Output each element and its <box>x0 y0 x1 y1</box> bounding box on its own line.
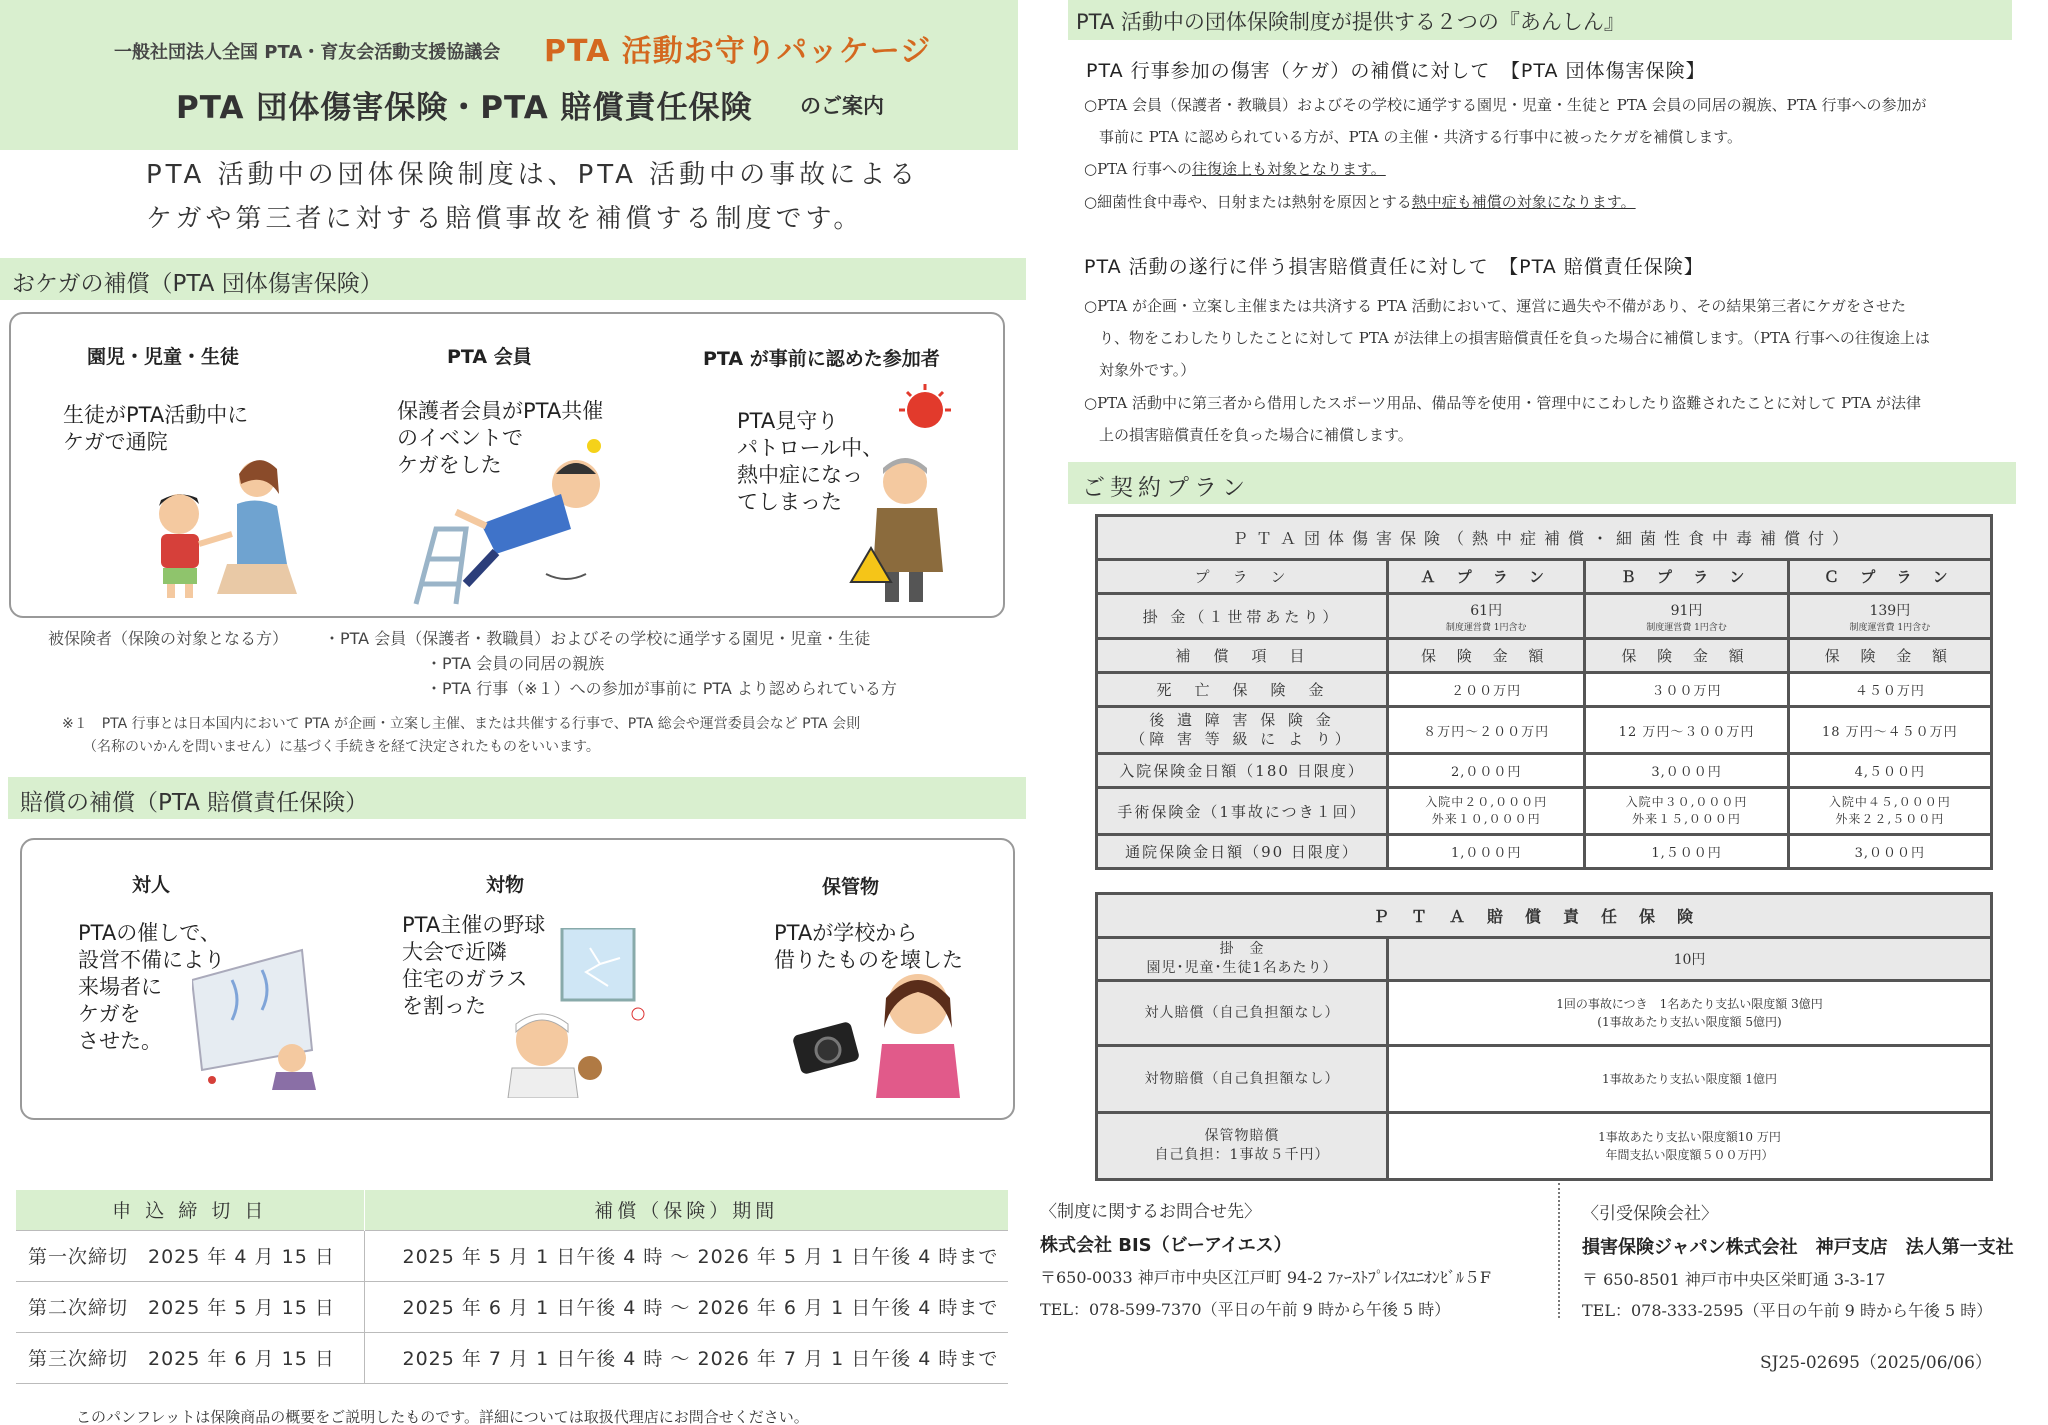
case-desc-member: 保護者会員がPTA共催 のイベントで ケガをした <box>397 399 604 477</box>
coverage-label: 後 遺 障 害 保 険 金 （障 害 等 級 に よ り） <box>1098 708 1386 752</box>
plans-table-title: ＰＴＡ団体傷害保険（熱中症補償・細菌性食中毒補償付） <box>1098 517 1990 558</box>
coverage-value: 3,０００円 <box>1790 836 1990 867</box>
premium-note: 制度運営費 1円含む <box>1646 622 1727 633</box>
insurer-company: 損害保険ジャパン株式会社 神戸支店 法人第一支社 <box>1582 1237 2014 1258</box>
inquiry-heading: 〈制度に関するお問合せ先〉 <box>1040 1202 1261 1222</box>
premium-value: 139円 <box>1869 602 1911 619</box>
coverage-value: 入院中３０,０００円 外来１５,０００円 <box>1586 789 1786 833</box>
plan-b-header: Ｂ プ ラ ン <box>1586 561 1786 592</box>
liability-premium-label: 掛 金 園児･児童･生徒1名あたり） <box>1098 939 1386 979</box>
underlined-text: 熱中症も補償の対象になります。 <box>1411 193 1636 211</box>
coverage-value: ４５０万円 <box>1790 674 1990 705</box>
amount-header-b: 保 険 金 額 <box>1586 640 1786 671</box>
injury-cases-box <box>9 312 1005 618</box>
table-row <box>16 1332 1008 1383</box>
premium-note: 制度運営費 1円含む <box>1849 622 1931 633</box>
schedule-deadline: 第二次締切 2025 年 5 月 15 日 <box>16 1281 364 1332</box>
injury-coverage-para-2 <box>1084 153 1386 185</box>
injury-coverage-para-1: ○PTA 会員（保護者・教職員）およびその学校に通学する園児・児童・生徒と PTA 会員の同居の親族、PTA 行事への参加が 事前に PTA に認められている方が、PTA の主催・共済する行事中に被ったケガを補償します。 <box>1084 96 1927 146</box>
liability-coverage-heading: PTA 活動の遂行に伴う損害賠償責任に対して 【PTA 賠償責任保険】 <box>1084 256 1704 278</box>
org-name: 一般社団法人全国 PTA・育友会活動支援協議会 <box>114 42 501 63</box>
contact-divider <box>1558 1183 1560 1318</box>
insurer-address: 〒 650-8501 神戸市中央区栄町通 3-3-17 <box>1582 1270 1886 1289</box>
schedule-period: 2025 年 5 月 1 日午後 4 時 ～ 2026 年 5 月 1 日午後 4 時まで <box>364 1230 1008 1281</box>
inquiry-tel: TEL：078-599-7370（平日の午前 9 時から午後 5 時） <box>1040 1300 1451 1319</box>
coverage-value: 3,０００円 <box>1586 755 1786 786</box>
para-text: ○PTA 行事への <box>1084 160 1192 178</box>
contract-plan-title: ご契約プラン <box>1068 462 2016 504</box>
broken-window-illustration <box>490 928 660 1098</box>
coverage-label: 手術保険金（1事故につき１回） <box>1098 789 1386 833</box>
intro-line-1: PTA 活動中の団体保険制度は、PTA 活動中の事故による <box>146 160 920 190</box>
coverage-value: ２００万円 <box>1389 674 1583 705</box>
liability-section-title: 賠償の補償（PTA 賠償責任保険） <box>8 777 1026 819</box>
case-desc-bodily: PTAの催しで、 設営不備により 来場者に ケガを させた。 <box>78 921 225 1053</box>
schedule-deadline: 第三次締切 2025 年 6 月 15 日 <box>16 1332 364 1383</box>
injury-coverage-para-3 <box>1084 186 1636 218</box>
coverage-value: 2,０００円 <box>1389 755 1583 786</box>
case-title-bodily: 対人 <box>132 874 171 896</box>
case-title-student: 園児・児童・生徒 <box>87 346 240 368</box>
premium-c <box>1790 595 1990 637</box>
table-row <box>16 1230 1008 1281</box>
insured-item-3: ・PTA 行事（※１）への参加が事前に PTA より認められている方 <box>426 679 897 698</box>
liability-row-label: 対人賠償（自己負担額なし） <box>1098 982 1386 1044</box>
premium-value: 91円 <box>1670 602 1703 619</box>
case-desc-participant: PTA見守り パトロール中、 熱中症になっ てしまった <box>737 409 884 514</box>
case-title-property: 対物 <box>486 874 525 896</box>
coverage-value: 入院中２０,０００円 外来１０,０００円 <box>1389 789 1583 833</box>
coverage-value: 入院中４５,０００円 外来２２,５００円 <box>1790 789 1990 833</box>
coverage-value: ８万円～２００万円 <box>1389 708 1583 752</box>
para-text: ○細菌性食中毒や、日射または熱射を原因とする <box>1084 193 1412 211</box>
coverage-label: 入院保険金日額（180 日限度） <box>1098 755 1386 786</box>
premium-label: 掛 金（１世帯あたり） <box>1098 595 1386 637</box>
liability-premium-value: 10円 <box>1389 939 1990 979</box>
case-title-member: PTA 会員 <box>447 346 532 368</box>
liability-coverage-para-1: ○PTA が企画・立案し主催または共済する PTA 活動において、運営に過失や不備があり、その結果第三者にケガをさせた り、物をこわしたりしたことに対して PTA が法律上の損害賠償責任を負った場合に補償します。（PTA 行事への往復途上は 対象外です。） <box>1084 297 1930 379</box>
coverage-value: 1,５００円 <box>1586 836 1786 867</box>
insured-item-1: ・PTA 会員（保護者・教職員）およびその学校に通学する園児・児童・生徒 <box>324 629 871 648</box>
falling-person-illustration <box>396 434 636 614</box>
insured-label: 被保険者（保険の対象となる方） <box>48 629 289 648</box>
liability-row-value: 1事故あたり支払い限度額 1億円 <box>1389 1047 1990 1111</box>
amount-header-a: 保 険 金 額 <box>1389 640 1583 671</box>
liability-row-label: 保管物賠償 自己負担：1事故５千円） <box>1098 1114 1386 1178</box>
plan-a-header: Ａ プ ラ ン <box>1389 561 1583 592</box>
injury-plans-table <box>1095 514 1993 870</box>
coverage-label: 通院保険金日額（90 日限度） <box>1098 836 1386 867</box>
schedule-deadline: 第一次締切 2025 年 4 月 15 日 <box>16 1230 364 1281</box>
liability-row-value: 1回の事故につき 1名あたり支払い限度額 3億円 (1事故あたり支払い限度額 5億円) <box>1389 982 1990 1044</box>
coverage-value: 4,５００円 <box>1790 755 1990 786</box>
underlined-text: 往復途上も対象となります。 <box>1191 160 1386 178</box>
header-band <box>0 0 1018 150</box>
table-row <box>16 1281 1008 1332</box>
plan-header: プ ラ ン <box>1098 561 1386 592</box>
package-name: PTA 活動お守りパッケージ <box>544 34 932 69</box>
liability-row-value: 1事故あたり支払い限度額10 万円 年間支払い限度額５００万円） <box>1389 1114 1990 1178</box>
main-title: PTA 団体傷害保険・PTA 賠償責任保険 <box>176 90 753 126</box>
injury-coverage-heading: PTA 行事参加の傷害（ケガ）の補償に対して 【PTA 団体傷害保険】 <box>1086 60 1706 82</box>
coverage-label: 死 亡 保 険 金 <box>1098 674 1386 705</box>
premium-a <box>1389 595 1583 637</box>
heatstroke-person-illustration <box>847 382 997 612</box>
liability-cases-box <box>20 838 1015 1120</box>
amount-header-c: 保 険 金 額 <box>1790 640 1990 671</box>
schedule-header-period: 補償（保険）期間 <box>364 1190 1008 1230</box>
application-schedule-table <box>16 1190 1008 1384</box>
premium-b <box>1586 595 1786 637</box>
schedule-period: 2025 年 7 月 1 日午後 4 時 ～ 2026 年 7 月 1 日午後 4 時まで <box>364 1332 1008 1383</box>
case-title-participant: PTA が事前に認めた参加者 <box>703 348 940 370</box>
injury-section-title: おケガの補償（PTA 団体傷害保険） <box>0 258 1026 300</box>
coverage-item-header: 補 償 項 目 <box>1098 640 1386 671</box>
schedule-period: 2025 年 6 月 1 日午後 4 時 ～ 2026 年 6 月 1 日午後 4 時まで <box>364 1281 1008 1332</box>
coverage-value: 1,０００円 <box>1389 836 1583 867</box>
liability-plan-table <box>1095 892 1993 1181</box>
liability-coverage-para-2: ○PTA 活動中に第三者から借用したスポーツ用品、備品等を使用・管理中にこわしたり盗難されたことに対して PTA が法律 上の損害賠償責任を負った場合に補償します。 <box>1084 394 1922 444</box>
insurer-heading: 〈引受保険会社〉 <box>1582 1204 1718 1224</box>
case-desc-property: PTA主催の野球 大会で近隣 住宅のガラス を割った <box>402 913 546 1018</box>
intro-line-2: ケガや第三者に対する賠償事故を補償する制度です。 <box>146 204 864 234</box>
plan-c-header: Ｃ プ ラ ン <box>1790 561 1990 592</box>
schedule-header-deadline: 申 込 締 切 日 <box>16 1190 364 1230</box>
injured-child-illustration <box>137 434 307 604</box>
premium-note: 制度運営費 1円含む <box>1445 622 1527 633</box>
two-assurances-title: PTA 活動中の団体保険制度が提供する２つの『あんしん』 <box>1068 0 2012 40</box>
coverage-value: ３００万円 <box>1586 674 1786 705</box>
collapsed-tent-illustration <box>192 940 322 1090</box>
document-id: SJ25-02695（2025/06/06） <box>1760 1353 1992 1373</box>
insured-item-2: ・PTA 会員の同居の親族 <box>426 654 605 673</box>
inquiry-company: 株式会社 BIS（ビーアイエス） <box>1040 1235 1292 1256</box>
insurer-tel: TEL：078-333-2595（平日の午前 9 時から午後 5 時） <box>1582 1301 1993 1320</box>
case-desc-custody: PTAが学校から 借りたものを壊した <box>774 921 963 972</box>
pamphlet-disclaimer: このパンフレットは保険商品の概要をご説明したものです。詳細については取扱代理店にお問合せください。 <box>76 1408 809 1425</box>
premium-value: 61円 <box>1470 602 1503 619</box>
case-desc-student: 生徒がPTA活動中に ケガで通院 <box>63 403 249 454</box>
main-title-suffix: のご案内 <box>800 94 884 118</box>
case-title-custody: 保管物 <box>822 876 880 898</box>
liability-table-title: ＰＴＡ賠償責任保険 <box>1098 895 1990 936</box>
coverage-value: 12 万円～３００万円 <box>1586 708 1786 752</box>
inquiry-address: 〒650-0033 神戸市中央区江戸町 94-2 ﾌｧｰｽﾄﾌﾟﾚｲｽﾕﾆｵﾝﾋﾞﾙ５F <box>1040 1268 1491 1287</box>
liability-row-label: 対物賠償（自己負担額なし） <box>1098 1047 1386 1111</box>
broken-camera-illustration <box>792 968 982 1098</box>
pta-event-footnote: ※１ PTA 行事とは日本国内において PTA が企画・立案し主催、または共催する行事で、PTA 総会や運営委員会など PTA 会則 （名称のいかんを問いません）に基づく手続きを経て決定されたものをいいます。 <box>62 716 861 755</box>
coverage-value: 18 万円～４５０万円 <box>1790 708 1990 752</box>
